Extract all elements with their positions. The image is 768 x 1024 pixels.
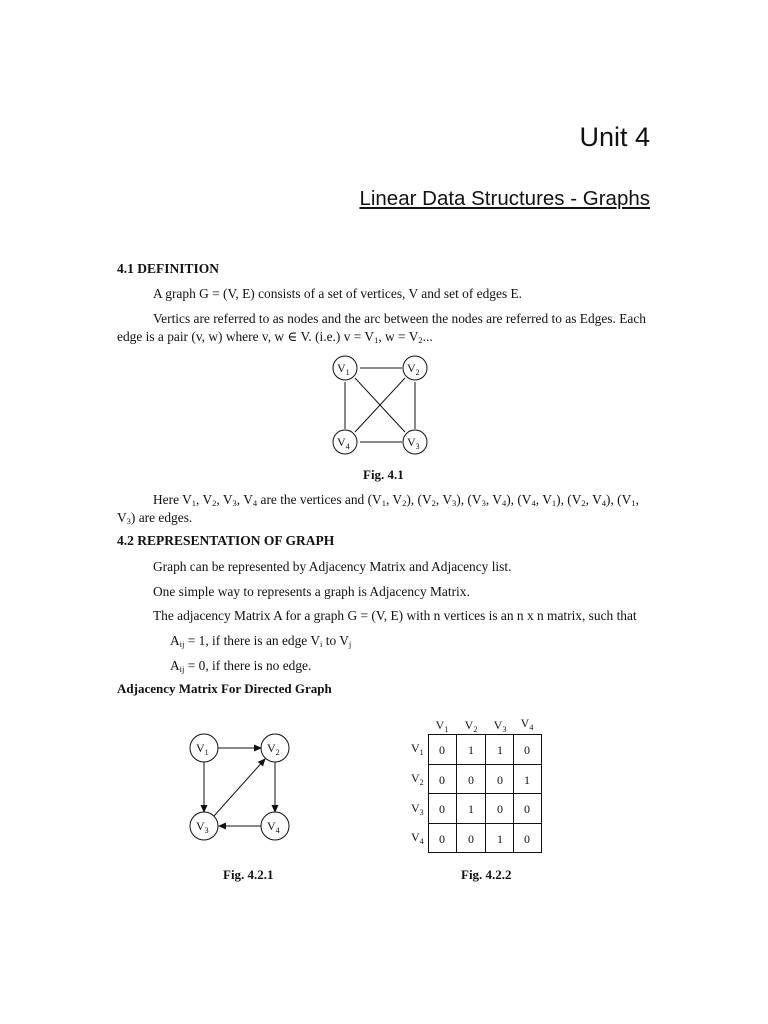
matrix-cell-r3-c3: 0 (497, 802, 503, 816)
chapter-title: Linear Data Structures - Graphs (359, 187, 650, 210)
matrix-cell-r4-c1: 0 (439, 832, 445, 846)
edges-paragraph-line2: $V_3$) are edges. (117, 510, 193, 526)
matrix-cell-r2-c3: 0 (497, 773, 503, 787)
matrix-cell-r4-c3: 1 (497, 832, 503, 846)
representation-paragraph-2: One simple way to represents a graph is Adjacency Matrix. (153, 584, 470, 599)
arc-v3-v2 (214, 759, 265, 816)
row-header-v1: $V_1$ (411, 741, 424, 757)
row-header-v2: $V_2$ (411, 771, 424, 787)
matrix-cell-r3-c4: 0 (524, 802, 530, 816)
vertices-paragraph-line2: edge is a pair (v, w) where v, w ∈ V. (i.e.) $v = V_1$, $w = V_2$... (117, 329, 433, 345)
section-heading-representation: 4.2 REPRESENTATION OF GRAPH (117, 533, 335, 548)
adjacency-rule-1: $A_{ij} = 1$, if there is an edge $V_i$ to $V_j$ (170, 633, 352, 649)
node-label-v2: $V_2$ (407, 361, 420, 377)
matrix-cell-r3-c2: 1 (468, 802, 474, 816)
figure-caption-4-2-1: Fig. 4.2.1 (223, 867, 274, 882)
definition-paragraph: A graph G = (V, E) consists of a set of vertices, V and set of edges E. (153, 286, 523, 301)
col-header-v3: $V_3$ (493, 718, 507, 734)
digraph-label-v1: $V_1$ (196, 741, 209, 757)
matrix-cell-r2-c1: 0 (439, 773, 445, 787)
matrix-cell-r3-c1: 0 (439, 802, 445, 816)
matrix-cell-r1-c3: 1 (497, 743, 503, 757)
digraph-label-v2: $V_2$ (267, 741, 280, 757)
row-header-v3: $V_3$ (411, 801, 424, 817)
matrix-cell-r1-c1: 0 (439, 743, 445, 757)
unit-title: Unit 4 (579, 122, 650, 152)
figure-caption-4-1: Fig. 4.1 (363, 467, 404, 482)
matrix-cell-r2-c4: 1 (524, 773, 530, 787)
node-label-v4: $V_4$ (337, 435, 350, 451)
adjacency-matrix-figure (405, 712, 545, 854)
col-header-v2: $V_2$ (464, 718, 478, 734)
row-header-v4: $V_4$ (411, 830, 424, 846)
representation-paragraph-1: Graph can be represented by Adjacency Matrix and Adjacency list. (153, 559, 512, 574)
matrix-cell-r4-c2: 0 (468, 832, 474, 846)
node-label-v3: $V_3$ (407, 435, 420, 451)
directed-graph-figure (180, 728, 300, 848)
representation-paragraph-3: The adjacency Matrix A for a graph G = (V, E) with n vertices is an n x n matrix, such that (153, 608, 637, 623)
matrix-cell-r2-c2: 0 (468, 773, 474, 787)
matrix-cell-r1-c2: 1 (468, 743, 474, 757)
digraph-label-v4: $V_4$ (267, 819, 280, 835)
matrix-cells (439, 743, 530, 846)
element-of-symbol: ∈ (287, 329, 298, 344)
edges-paragraph-line1: Here $V_1$, $V_2$, $V_3$, $V_4$ are the vertices and ($V_1$, $V_2$), ($V_2$, $V_3$), ($V_3$, $V_4$), ($V_4$, $V_1$), ($V_2$, $V_4$), ($V_1$, (153, 492, 639, 508)
col-header-v4: $V_4$ (520, 716, 534, 732)
col-header-v1: $V_1$ (435, 718, 449, 734)
section-heading-definition: 4.1 DEFINITION (117, 261, 220, 276)
figure-caption-4-2-2: Fig. 4.2.2 (461, 867, 512, 882)
directed-matrix-subheading: Adjacency Matrix For Directed Graph (117, 681, 332, 696)
vertices-paragraph-line1: Vertics are referred to as nodes and the arc between the nodes are referred to as Edges. Each (153, 311, 646, 326)
adjacency-rule-2: $A_{ij} = 0$, if there is no edge. (170, 658, 312, 674)
matrix-cell-r1-c4: 0 (524, 743, 530, 757)
matrix-cell-r4-c4: 0 (524, 832, 530, 846)
undirected-graph-figure (322, 350, 442, 460)
digraph-label-v3: $V_3$ (196, 819, 209, 835)
node-label-v1: $V_1$ (337, 361, 350, 377)
